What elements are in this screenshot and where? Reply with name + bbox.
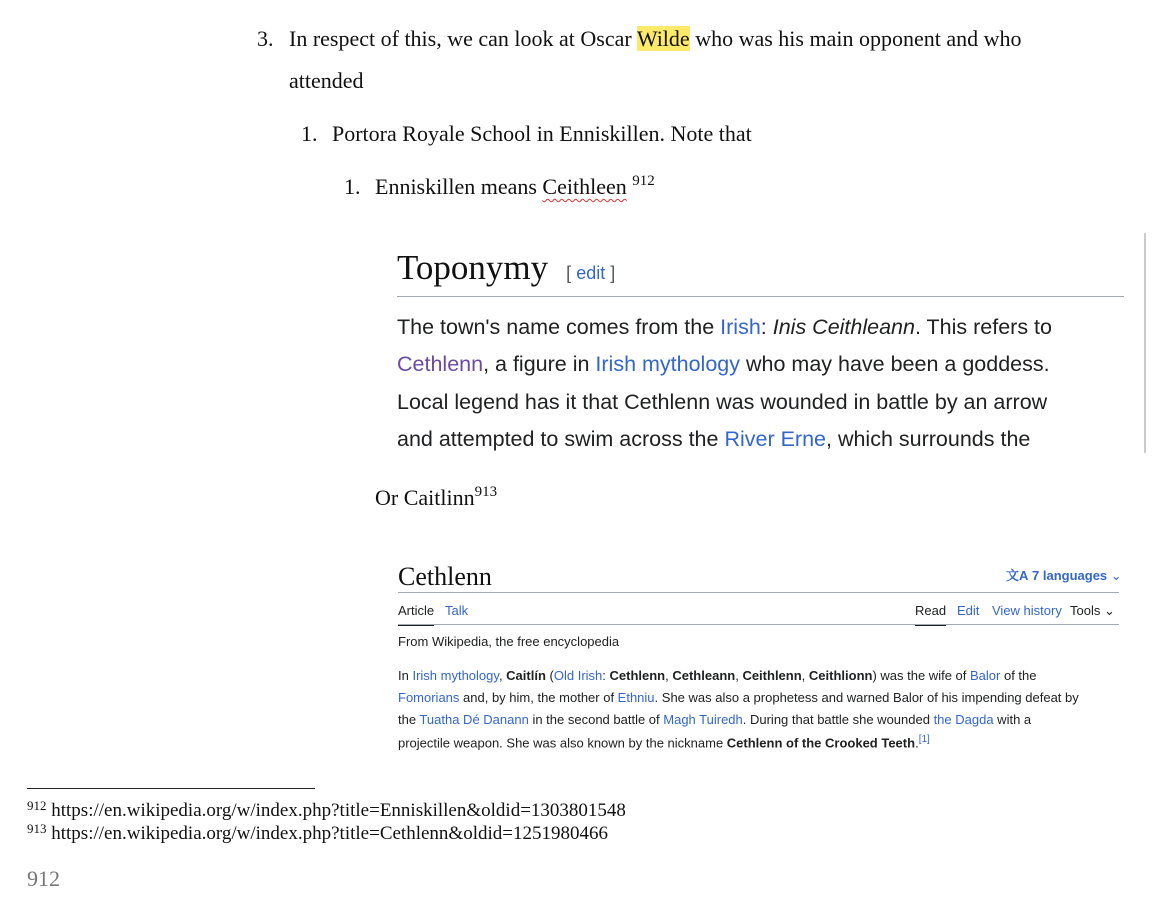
tabs-divider — [398, 624, 1119, 625]
or-caitlinn-line: Or Caitlinn$^{913}$ — [375, 484, 498, 510]
link-cethlenn[interactable]: Cethlenn — [397, 352, 484, 376]
link-fomorians[interactable]: Fomorians — [398, 690, 460, 705]
list-number-3: 3. — [257, 26, 274, 51]
reference-1[interactable]: [1] — [918, 734, 930, 745]
link-tuatha-de-danann[interactable]: Tuatha Dé Danann — [419, 712, 529, 727]
list-number-subsub1: 1. — [344, 174, 361, 199]
cethlenn-title: Cethlenn — [398, 562, 492, 591]
languages-button[interactable]: 文A 7 languages ⌄ — [1006, 568, 1122, 583]
title-divider — [398, 592, 1119, 593]
tab-read[interactable]: Read — [915, 604, 946, 617]
tools-menu[interactable]: Tools ⌄ — [1070, 603, 1115, 618]
tab-edit[interactable]: Edit — [957, 603, 980, 618]
chevron-down-icon: ⌄ — [1110, 568, 1122, 583]
link-ethniu[interactable]: Ethniu — [617, 690, 655, 705]
toponymy-line3: Local legend has it that Cethlenn was wounded in battle by an arrow — [397, 390, 1048, 414]
link-irish[interactable]: Irish — [720, 315, 761, 339]
list-number-sub1: 1. — [301, 121, 318, 146]
footnote-913: $^{913}$ https://en.wikipedia.org/w/index.php?title=Cethlenn&oldid=1251980466 — [27, 821, 608, 844]
toponymy-heading: Toponymy — [397, 248, 549, 287]
footnote-url[interactable]: https://en.wikipedia.org/w/index.php?title=Cethlenn&oldid=1251980466 — [51, 823, 608, 844]
cethlenn-line1: In Irish mythology, Caitlín (Old Irish: Cethlenn, Cethleann, Ceithlenn, Ceithlionn) was the wife of Balor of the — [398, 668, 1037, 683]
from-wikipedia: From Wikipedia, the free encyclopedia — [398, 634, 620, 649]
tab-talk[interactable]: Talk — [445, 603, 469, 618]
footnote-url[interactable]: https://en.wikipedia.org/w/index.php?title=Enniskillen&oldid=1303801548 — [51, 800, 626, 821]
subsub1-text — [375, 173, 655, 199]
link-magh-tuiredh[interactable]: Magh Tuiredh — [663, 712, 743, 727]
subsub1-text-before: Enniskillen means — [375, 174, 543, 199]
link-irish-mythology[interactable]: Irish mythology — [412, 668, 499, 683]
item3-text-after: who was his main opponent and who — [689, 26, 1022, 51]
highlighted-word: Wilde — [636, 26, 690, 51]
link-irish-mythology[interactable]: Irish mythology — [595, 352, 741, 376]
toponymy-line2: Cethlenn, a figure in Irish mythology who may have been a goddess. — [397, 352, 1050, 376]
translate-icon: 文A — [1006, 568, 1029, 583]
link-old-irish[interactable]: Old Irish — [553, 668, 603, 683]
tab-view-history[interactable]: View history — [992, 603, 1062, 618]
footnote-ref-912[interactable]: 912 — [632, 173, 655, 189]
cethlenn-line3: the Tuatha Dé Danann in the second battle of Magh Tuiredh. During that battle she wounded the Dagda with a — [398, 712, 1032, 727]
sub1-text: Portora Royale School in Enniskillen. Note that — [332, 121, 752, 146]
link-the-dagda[interactable]: the Dagda — [933, 712, 994, 727]
toponymy-line4: and attempted to swim across the River Erne, which surrounds the — [397, 427, 1031, 451]
scrollbar[interactable] — [1144, 233, 1146, 453]
edit-link[interactable]: edit — [576, 263, 606, 283]
footnote-separator — [27, 788, 315, 789]
footnote-ref-913[interactable]: 913 — [474, 484, 498, 500]
tab-article[interactable]: Article — [398, 604, 434, 617]
item3-line2: attended — [289, 68, 364, 93]
page-number: 912 — [27, 866, 60, 891]
link-balor[interactable]: Balor — [970, 668, 1001, 683]
cethlenn-line2: Fomorians and, by him, the mother of Ethniu. She was also a prophetess and warned Balor of his impending defeat by — [398, 690, 1079, 705]
toponymy-line1: The town's name comes from the Irish: Inis Ceithleann. This refers to — [397, 315, 1052, 339]
link-river-erne[interactable]: River Erne — [724, 427, 826, 451]
chevron-down-icon: ⌄ — [1103, 603, 1115, 618]
heading-divider — [397, 296, 1124, 297]
spellcheck-word[interactable]: Ceithleen — [542, 174, 627, 199]
toponymy-heading-row — [397, 248, 615, 288]
section-edit: [ edit ] — [566, 263, 616, 283]
cethlenn-line4: projectile weapon. She was also known by the nickname Cethlenn of the Crooked Teeth.[1] — [398, 734, 930, 751]
item3-line1 — [289, 28, 1021, 50]
footnote-912: $^{912}$ https://en.wikipedia.org/w/index.php?title=Enniskillen&oldid=1303801548 — [27, 798, 626, 821]
item3-text-before: In respect of this, we can look at Oscar — [289, 26, 637, 51]
